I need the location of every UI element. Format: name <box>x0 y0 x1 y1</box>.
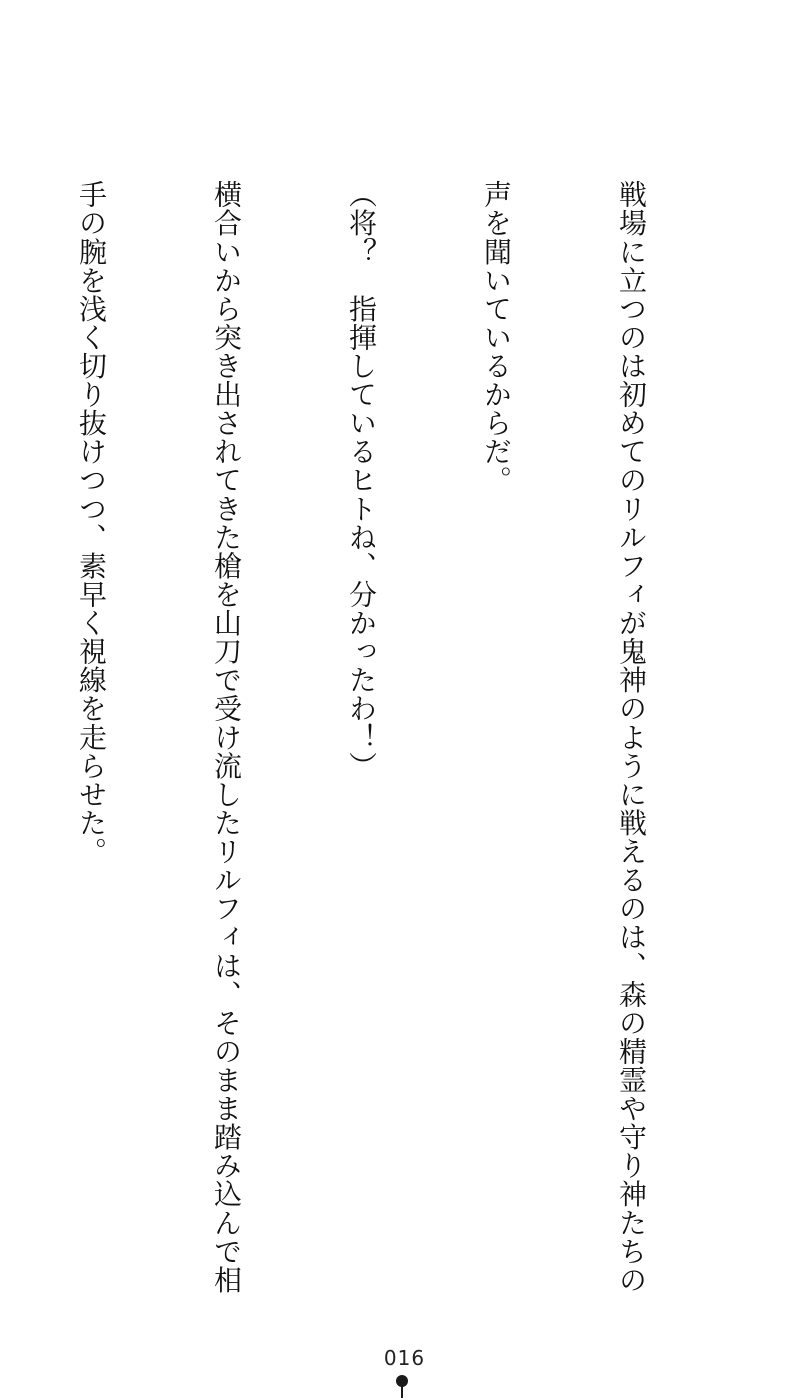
text-line: 手の腕を浅く切り抜けつつ、素早く視線を走らせた。 <box>75 180 108 866</box>
vertical-text-body <box>0 180 744 1330</box>
page-marker-stem <box>401 1386 403 1398</box>
text-line: （将？ 指揮しているヒトね、分かったわ！） <box>345 180 378 780</box>
text-line: 声を聞いているからだ。 <box>480 180 513 495</box>
text-line: 横合いから突き出されてきた槍を山刀で受け流したリルフィは、そのまま踏み込んで相 <box>210 180 243 1294</box>
page-number: 016 <box>383 1346 426 1370</box>
text-line: 戦場に立つのは初めてのリルフィが鬼神のように戦えるのは、森の精霊や守り神たちの <box>615 180 648 1294</box>
